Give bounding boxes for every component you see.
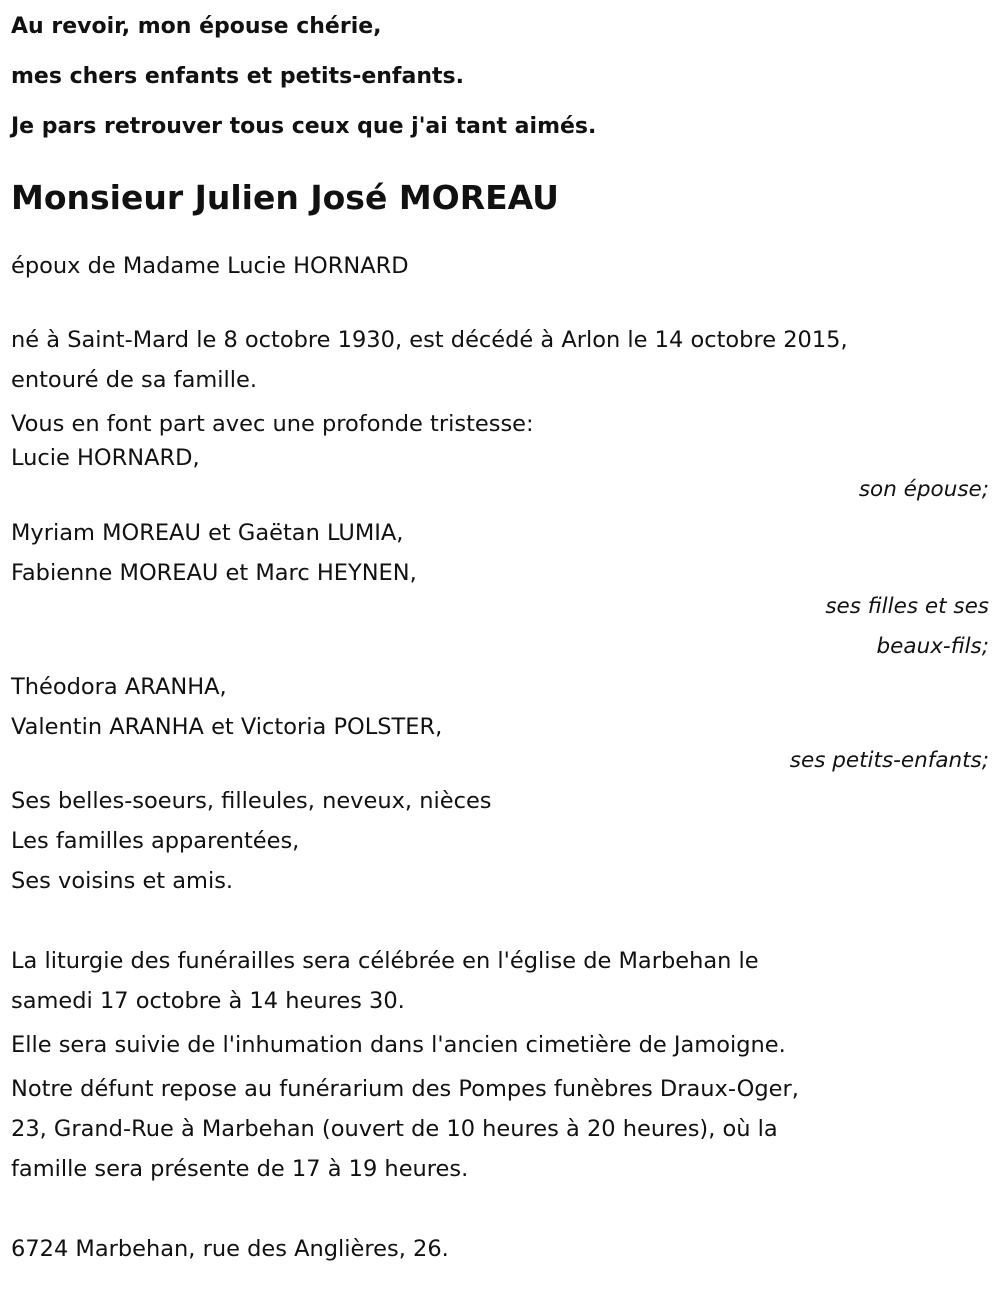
liturgy-line: samedi 17 octobre à 14 heures 30.: [11, 988, 405, 1014]
repose-line: 23, Grand-Rue à Marbehan (ouvert de 10 heures à 20 heures), où la: [11, 1116, 778, 1142]
address-line: 6724 Marbehan, rue des Anglières, 26.: [11, 1236, 449, 1262]
family-grandchild-name: Valentin ARANHA et Victoria POLSTER,: [11, 714, 443, 740]
deceased-name: Monsieur Julien José MOREAU: [11, 178, 559, 217]
birth-death-line: entouré de sa famille.: [11, 367, 258, 393]
farewell-verse: [11, 2, 991, 152]
family-spouse-role: son épouse;: [858, 477, 989, 502]
family-daughter-name: Myriam MOREAU et Gaëtan LUMIA,: [11, 520, 404, 546]
birth-death-line: né à Saint-Mard le 8 octobre 1930, est décédé à Arlon le 14 octobre 2015,: [11, 327, 848, 353]
family-other-line: Ses voisins et amis.: [11, 868, 234, 894]
verse-line: mes chers enfants et petits-enfants.: [11, 64, 464, 89]
verse-line: Je pars retrouver tous ceux que j'ai tant aimés.: [11, 114, 597, 139]
repose-line: Notre défunt repose au funérarium des Pompes funèbres Draux-Oger,: [11, 1076, 799, 1102]
family-daughters-role: ses filles et ses: [825, 594, 989, 619]
announcement: Vous en font part avec une profonde tristesse:: [11, 411, 534, 437]
family-spouse-name: Lucie HORNARD,: [11, 445, 200, 471]
family-daughter-name: Fabienne MOREAU et Marc HEYNEN,: [11, 560, 417, 586]
family-daughters-role: beaux-fils;: [876, 634, 989, 659]
obituary-notice: [11, 0, 991, 1269]
family-other-line: Ses belles-soeurs, filleules, neveux, nièces: [11, 788, 492, 814]
family-other-line: Les familles apparentées,: [11, 828, 300, 854]
spouse-line: époux de Madame Lucie HORNARD: [11, 253, 409, 279]
verse-line: Au revoir, mon épouse chérie,: [11, 14, 382, 39]
family-grandchildren-role: ses petits-enfants;: [789, 748, 989, 773]
family-grandchild-name: Théodora ARANHA,: [11, 674, 227, 700]
burial-line: Elle sera suivie de l'inhumation dans l'ancien cimetière de Jamoigne.: [11, 1032, 786, 1058]
repose-line: famille sera présente de 17 à 19 heures.: [11, 1156, 469, 1182]
liturgy-line: La liturgie des funérailles sera célébrée en l'église de Marbehan le: [11, 948, 759, 974]
